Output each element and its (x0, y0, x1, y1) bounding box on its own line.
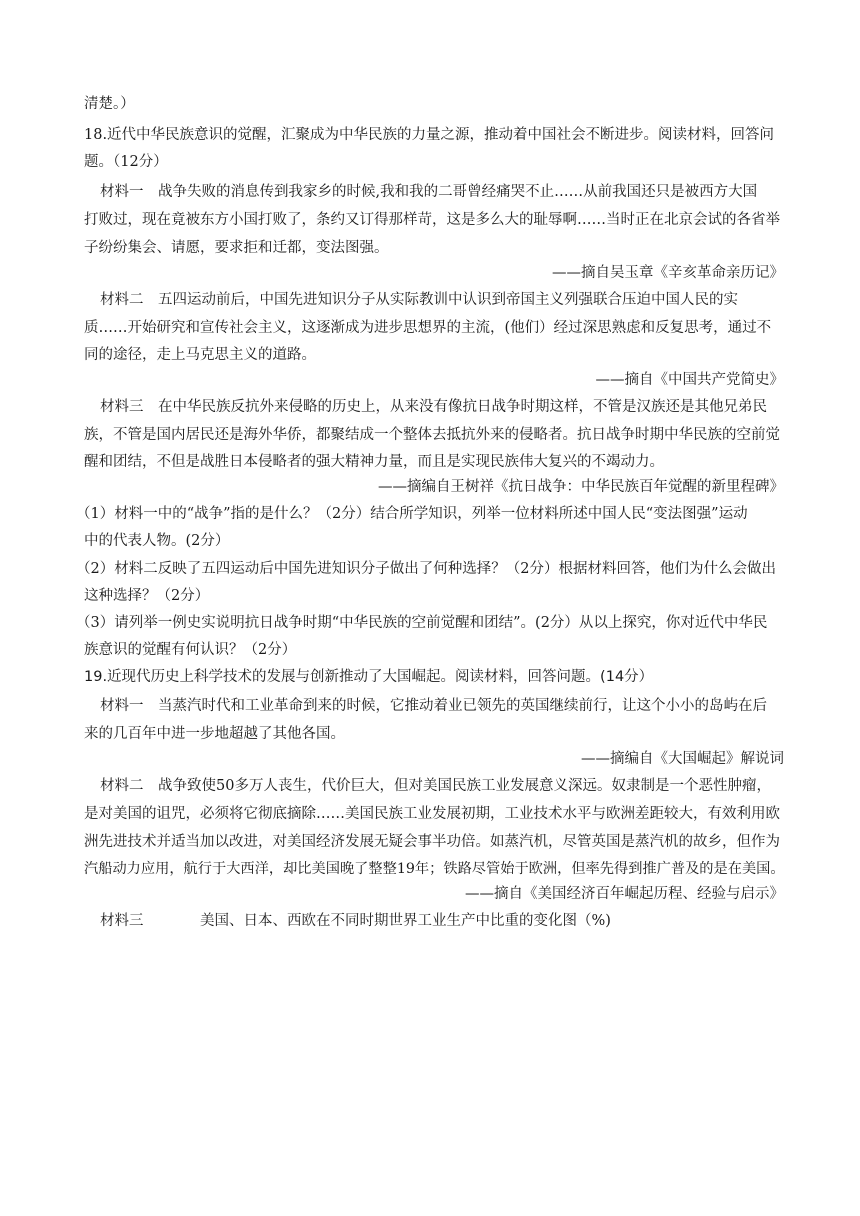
q18-material2-line-1: 材料二 五四运动前后，中国先进知识分子从实际教训中认识到帝国主义列强联合压迫中国人民的实 (100, 292, 738, 308)
q18-material2-source: ——摘自《中国共产党简史》 (595, 372, 784, 388)
q18-question-2-line-2: 这种选择？（2分） (84, 588, 210, 604)
q18-material3-line-3: 醒和团结，不但是战胜日本侵略者的强大精神力量，而且是实现民族伟大复兴的不竭动力。 (84, 454, 664, 470)
q19-stem: 19.近现代历史上科学技术的发展与创新推动了大国崛起。阅读材料，回答问题。(14分） (84, 669, 654, 685)
q18-material2-line-2: 质……开始研究和宣传社会主义，这逐渐成为进步思想界的主流，(他们）经过深思熟虑和反复思考，通过不 (84, 320, 772, 336)
q19-material2-source: ——摘自《美国经济百年崛起历程、经验与启示》 (465, 886, 784, 902)
q18-material1-source: ——摘自吴玉章《辛亥革命亲历记》 (552, 265, 784, 281)
q18-question-2-line-1: （2）材料二反映了五四运动后中国先进知识分子做出了何种选择？（2分）根据材料回答，他们为什么会做出 (76, 561, 776, 577)
q19-material2-line-4: 汽船动力应用，航行于大西洋，却比美国晚了整整19年；铁路尽管始于欧洲，但率先得到推广普及的是在美国。 (84, 861, 785, 877)
continuation-line: 清楚。） (84, 96, 135, 112)
q19-material3-label: 材料三 (100, 913, 144, 929)
q18-material3-line-1: 材料三 在中华民族反抗外来侵略的历史上，从来没有像抗日战争时期这样，不管是汉族还是其他兄弟民 (100, 399, 767, 415)
q18-material1-line-2: 打败过，现在竟被东方小国打败了，条约又订得那样苛，这是多么大的耻辱啊……当时正在北京会试的各省举 (84, 212, 780, 228)
q18-stem-line-2: 题。（12分） (84, 154, 168, 170)
q19-material1-line-2: 来的几百年中进一步地超越了其他各国。 (84, 726, 345, 742)
q19-material1-line-1: 材料一 当蒸汽时代和工业革命到来的时候，它推动着业已领先的英国继续前行，让这个小小的岛屿在后 (100, 698, 767, 714)
q19-material3-chart-title: 美国、日本、西欧在不同时期世界工业生产中比重的变化图（%) (200, 913, 611, 929)
q18-question-1-line-2: 中的代表人物。(2分） (84, 533, 230, 549)
q18-question-1-line-1: （1）材料一中的“战争”指的是什么？（2分）结合所学知识，列举一位材料所述中国人民“变法图强”运动 (76, 506, 748, 522)
q19-material2-line-3: 洲先进技术并适当加以改进，对美国经济发展无疑会事半功倍。如蒸汽机，尽管英国是蒸汽机的故乡，但作为 (84, 834, 780, 850)
q18-question-3-line-2: 族意识的觉醒有何认识？（2分） (84, 642, 297, 658)
q18-material3-source: ——摘编自王树祥《抗日战争：中华民族百年觉醒的新里程碑》 (378, 479, 784, 495)
q19-material2-line-1: 材料二 战争致使50多万人丧生，代价巨大，但对美国民族工业发展意义深远。奴隶制是一个恶性肿瘤， (100, 778, 771, 794)
q18-material2-line-3: 同的途径，走上马克思主义的道路。 (84, 347, 316, 363)
q18-material3-line-2: 族，不管是国内居民还是海外华侨，都聚结成一个整体去抵抗外来的侵略者。抗日战争时期中华民族的空前觉 (84, 427, 780, 443)
q18-stem-line-1: 18.近代中华民族意识的觉醒，汇聚成为中华民族的力量之源，推动着中国社会不断进步。阅读材料，回答问 (84, 127, 775, 143)
q18-material1-line-1: 材料一 战争失败的消息传到我家乡的时候,我和我的二哥曾经痛哭不止……从前我国还只是被西方大国 (100, 184, 758, 200)
q19-material2-line-2: 是对美国的诅咒，必须将它彻底摘除……美国民族工业发展初期，工业技术水平与欧洲差距较大，有效利用欧 (84, 806, 780, 822)
q18-question-3-line-1: （3）请列举一例史实说明抗日战争时期“中华民族的空前觉醒和团结”。(2分）从以上探究，你对近代中华民 (76, 615, 768, 631)
q18-material1-line-3: 子纷纷集会、请愿，要求拒和迁都，变法图强。 (84, 240, 389, 256)
q19-material1-source: ——摘编自《大国崛起》解说词 (581, 751, 784, 767)
